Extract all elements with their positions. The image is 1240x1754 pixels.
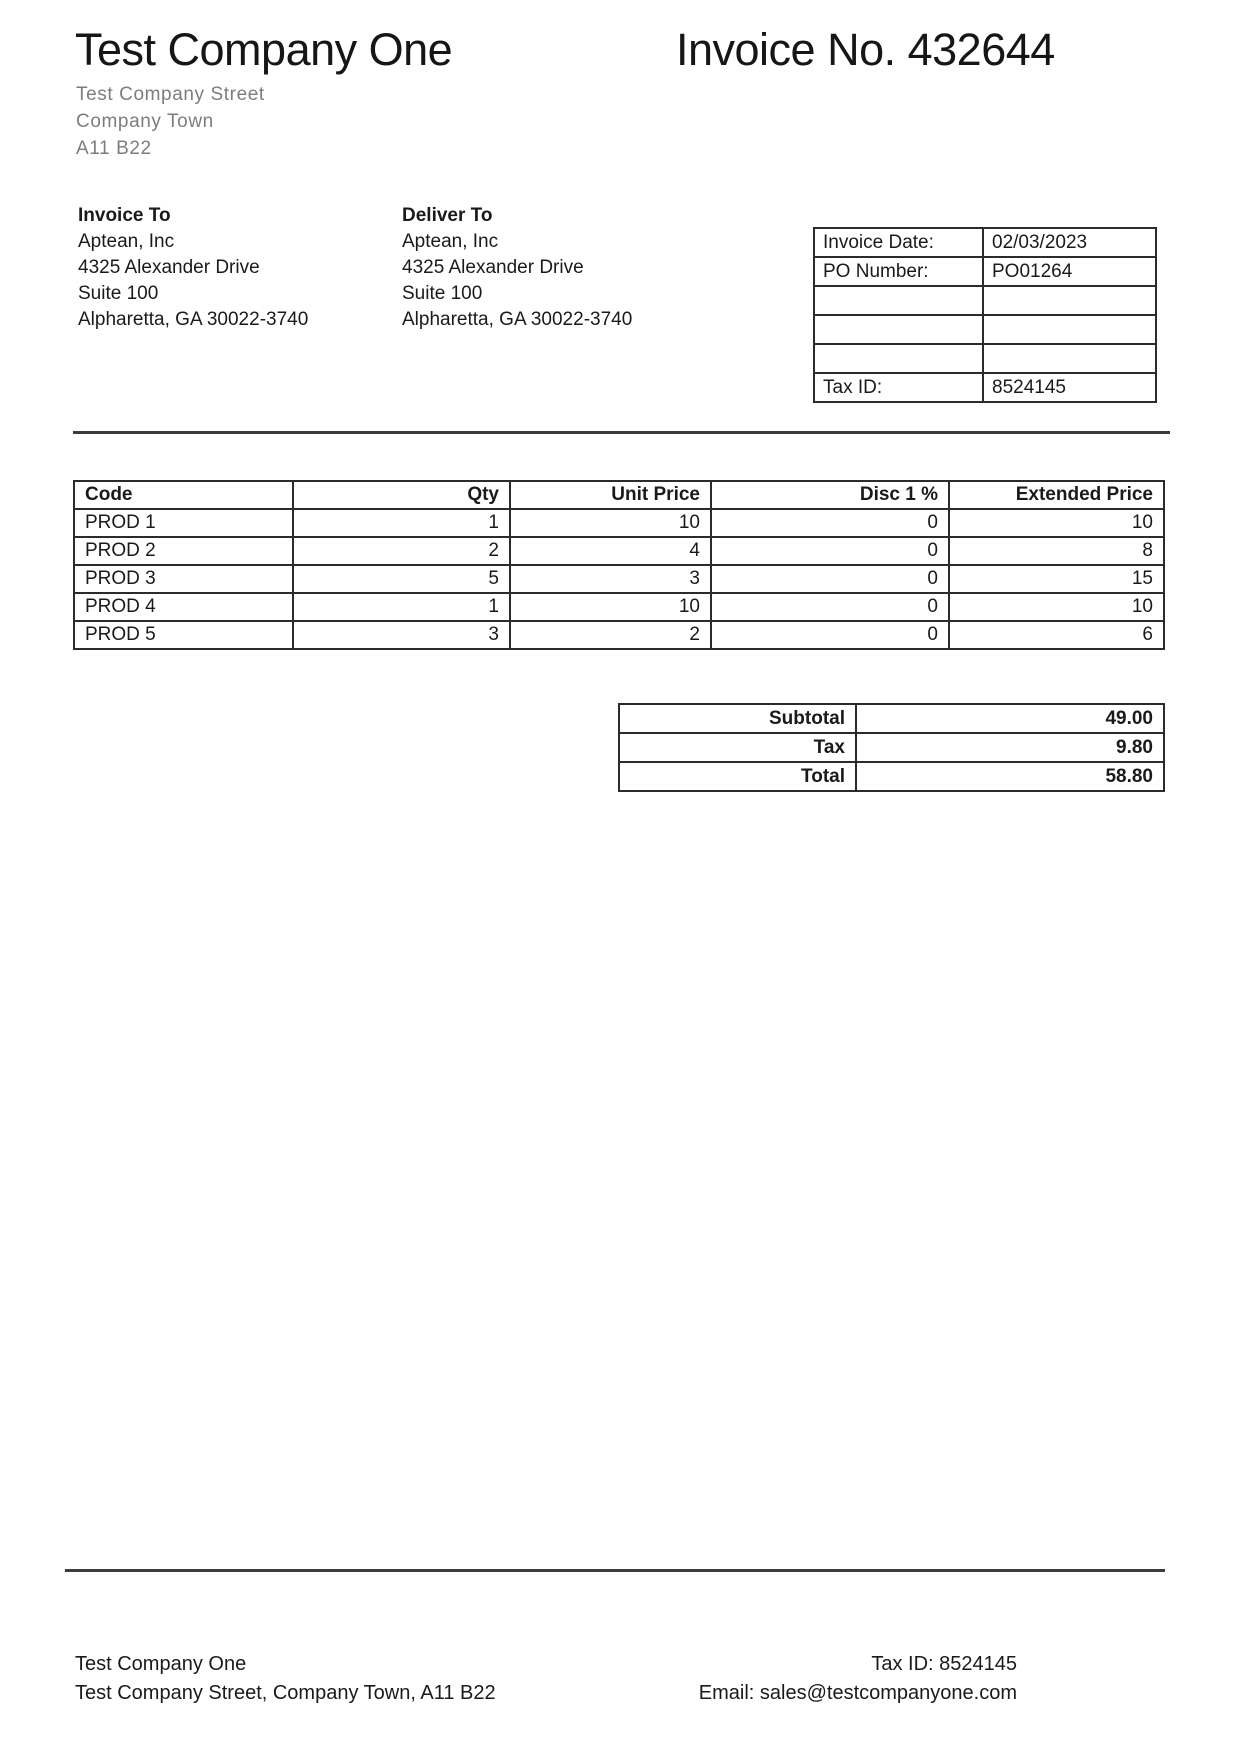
- footer-company-address: Test Company Street, Company Town, A11 B22: [75, 1682, 496, 1704]
- info-label: [814, 344, 983, 373]
- item-disc: 0: [711, 593, 949, 621]
- item-row: [74, 593, 1164, 621]
- totals-label-subtotal: Subtotal: [619, 704, 856, 733]
- info-label: [814, 286, 983, 315]
- column-header-code: Code: [74, 481, 293, 509]
- item-row: [74, 621, 1164, 649]
- deliver-to-line: Aptean, Inc: [402, 231, 499, 252]
- info-value: 02/03/2023: [983, 228, 1156, 257]
- item-disc: 0: [711, 621, 949, 649]
- invoice-to-heading: Invoice To: [78, 205, 171, 226]
- footer-company-name: Test Company One: [75, 1653, 247, 1675]
- sender-address-line: Test Company Street: [76, 84, 265, 105]
- invoice-to-block: [78, 203, 308, 333]
- item-unit-price: 10: [510, 509, 711, 537]
- items-header-row: [74, 481, 1164, 509]
- item-code: PROD 4: [74, 593, 293, 621]
- item-qty: 1: [293, 509, 510, 537]
- column-header-disc: Disc 1 %: [711, 481, 949, 509]
- totals-row: [619, 704, 1164, 733]
- invoice-to-line: Aptean, Inc: [78, 231, 175, 252]
- totals-row: [619, 733, 1164, 762]
- info-label: PO Number:: [814, 257, 983, 286]
- info-value: [983, 286, 1156, 315]
- item-disc: 0: [711, 565, 949, 593]
- item-extended-price: 6: [949, 621, 1164, 649]
- item-extended-price: 8: [949, 537, 1164, 565]
- footer-divider-rule: [65, 1569, 1165, 1572]
- item-row: [74, 509, 1164, 537]
- totals-value-total: 58.80: [856, 762, 1164, 791]
- item-unit-price: 2: [510, 621, 711, 649]
- totals-value-tax: 9.80: [856, 733, 1164, 762]
- deliver-to-heading: Deliver To: [402, 205, 493, 226]
- deliver-to-block: [402, 203, 632, 333]
- invoice-number: Invoice No. 432644: [676, 24, 1055, 75]
- item-qty: 2: [293, 537, 510, 565]
- item-extended-price: 15: [949, 565, 1164, 593]
- item-unit-price: 10: [510, 593, 711, 621]
- info-value: [983, 344, 1156, 373]
- footer-email: Email: sales@testcompanyone.com: [698, 1682, 1017, 1704]
- sender-address-line: Company Town: [76, 111, 214, 132]
- sender-address-block: [76, 81, 265, 162]
- item-row: [74, 537, 1164, 565]
- deliver-to-line: Suite 100: [402, 283, 483, 304]
- info-value: [983, 315, 1156, 344]
- info-value: 8524145: [983, 373, 1156, 402]
- line-items-table: [73, 480, 1165, 650]
- info-row: [814, 344, 1156, 373]
- footer-tax-id: Tax ID: 8524145: [871, 1653, 1017, 1675]
- item-qty: 5: [293, 565, 510, 593]
- column-header-unit-price: Unit Price: [510, 481, 711, 509]
- item-qty: 3: [293, 621, 510, 649]
- totals-row: [619, 762, 1164, 791]
- info-value: PO01264: [983, 257, 1156, 286]
- info-row: [814, 257, 1156, 286]
- item-row: [74, 565, 1164, 593]
- invoice-to-line: Alpharetta, GA 30022-3740: [78, 309, 309, 330]
- invoice-to-line: 4325 Alexander Drive: [78, 257, 260, 278]
- info-label: Tax ID:: [814, 373, 983, 402]
- info-row: [814, 228, 1156, 257]
- info-row: [814, 315, 1156, 344]
- item-disc: 0: [711, 509, 949, 537]
- item-code: PROD 3: [74, 565, 293, 593]
- item-code: PROD 5: [74, 621, 293, 649]
- item-code: PROD 2: [74, 537, 293, 565]
- item-qty: 1: [293, 593, 510, 621]
- info-label: [814, 315, 983, 344]
- invoice-info-table: [813, 227, 1157, 403]
- deliver-to-line: 4325 Alexander Drive: [402, 257, 584, 278]
- info-row: [814, 373, 1156, 402]
- sender-address-line: A11 B22: [76, 138, 152, 159]
- item-extended-price: 10: [949, 509, 1164, 537]
- company-title: Test Company One: [75, 24, 453, 75]
- footer-contact-block: [699, 1650, 1017, 1708]
- item-disc: 0: [711, 537, 949, 565]
- deliver-to-line: Alpharetta, GA 30022-3740: [402, 309, 633, 330]
- item-extended-price: 10: [949, 593, 1164, 621]
- item-code: PROD 1: [74, 509, 293, 537]
- item-unit-price: 4: [510, 537, 711, 565]
- item-unit-price: 3: [510, 565, 711, 593]
- footer-company-block: [75, 1650, 496, 1708]
- invoice-to-line: Suite 100: [78, 283, 159, 304]
- top-divider-rule: [73, 431, 1170, 434]
- totals-label-tax: Tax: [619, 733, 856, 762]
- totals-value-subtotal: 49.00: [856, 704, 1164, 733]
- info-label: Invoice Date:: [814, 228, 983, 257]
- info-row: [814, 286, 1156, 315]
- column-header-extended-price: Extended Price: [949, 481, 1164, 509]
- totals-table: [618, 703, 1165, 792]
- totals-label-total: Total: [619, 762, 856, 791]
- column-header-qty: Qty: [293, 481, 510, 509]
